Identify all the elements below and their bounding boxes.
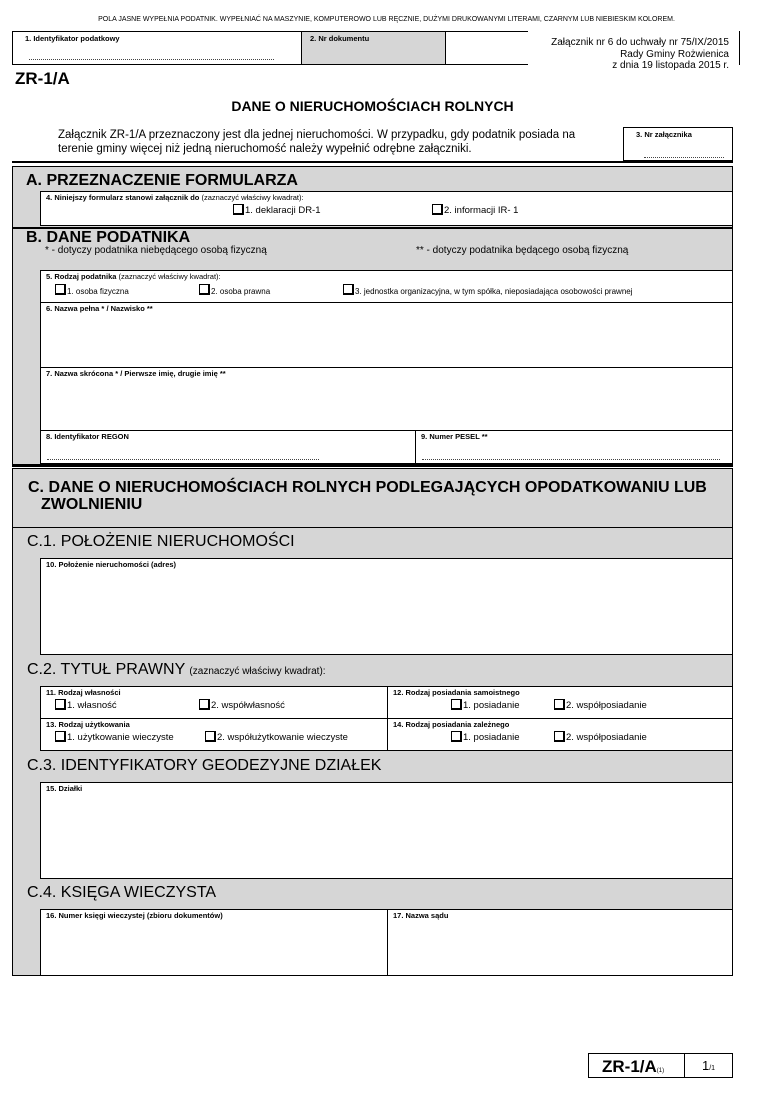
field-10-location[interactable] — [40, 558, 733, 655]
field-16-land-register[interactable] — [40, 909, 388, 976]
field-13-usage — [40, 718, 388, 751]
section-b-title: B. DANE PODATNIKA — [26, 229, 191, 246]
checkbox-icon[interactable] — [554, 699, 565, 710]
c3-title: C.3. IDENTYFIKATORY GEODEZYJNE DZIAŁEK — [27, 757, 382, 774]
section-separator — [12, 465, 733, 467]
annex-info — [551, 37, 729, 72]
field-17-label: 17. Nazwa sądu — [393, 911, 449, 920]
header-rule-bottom — [445, 64, 528, 65]
field-11-ownership — [40, 686, 388, 719]
c4-title: C.4. KSIĘGA WIECZYSTA — [27, 884, 217, 901]
option-co-ownership[interactable] — [199, 700, 285, 711]
checkbox-icon[interactable] — [55, 284, 66, 295]
intro-text — [58, 128, 575, 156]
field-8-dotline — [47, 459, 319, 460]
option-legal-person-label: 2. osoba prawna — [211, 287, 271, 296]
header-divider — [739, 31, 740, 65]
option-perpetual-usufruct[interactable] — [55, 732, 174, 743]
c1-top-rule — [12, 527, 733, 528]
option-legal-person[interactable] — [199, 285, 270, 296]
field-11-label: 11. Rodzaj własności — [46, 688, 121, 697]
field-5-label-text: 5. Rodzaj podatnika — [46, 272, 117, 281]
page-current: 1 — [702, 1058, 710, 1073]
checkbox-icon[interactable] — [451, 731, 462, 742]
field-5-hint: (zaznaczyć właściwy kwadrat): — [118, 272, 221, 281]
option-possession-14[interactable] — [451, 732, 520, 743]
option-org-unit[interactable] — [343, 285, 633, 296]
checkbox-icon[interactable] — [199, 284, 210, 295]
page-total: /1 — [709, 1065, 716, 1072]
checkbox-icon[interactable] — [55, 731, 66, 742]
intro-line-1: Załącznik ZR-1/A przeznaczony jest dla jednej nieruchomości. W przypadku, gdy podatnik posiada na — [58, 129, 576, 141]
option-possession-12[interactable] — [451, 700, 520, 711]
field-1-dotline — [29, 59, 274, 60]
page-number — [702, 1058, 715, 1073]
form-title: DANE O NIERUCHOMOŚCIACH ROLNYCH — [231, 98, 514, 114]
option-declaration-dr1-label: 1. deklaracji DR-1 — [245, 205, 321, 216]
field-9-dotline — [422, 459, 720, 460]
intro-line-2: terenie gminy więcej niż jedną nieruchomość należy wypełnić odrębne załączniki. — [58, 143, 472, 155]
checkbox-icon[interactable] — [199, 699, 210, 710]
field-6-label: 6. Nazwa pełna * / Nazwisko ** — [46, 304, 153, 313]
footer-page-number — [684, 1053, 733, 1078]
field-5-label — [46, 272, 221, 281]
footer-code — [602, 1057, 664, 1077]
c2-title — [27, 661, 326, 679]
footer-code-text: ZR-1/A — [602, 1057, 657, 1076]
option-co-perpetual-usufruct[interactable] — [205, 732, 348, 743]
option-information-ir1-label: 2. informacji IR- 1 — [444, 205, 519, 216]
checkbox-icon[interactable] — [343, 284, 354, 295]
instruction-note: POLA JASNE WYPEŁNIA PODATNIK. WYPEŁNIAĆ NA MASZYNIE, KOMPUTEROWO LUB RĘCZNIE, DUŻYMI DRUKOWANYMI LITERAMI, CZARNYM LUB NIEBIESKIM KOLOREM. — [98, 16, 675, 23]
form-code: ZR-1/A — [15, 69, 70, 88]
c2-hint: (zaznaczyć właściwy kwadrat): — [189, 666, 326, 677]
field-14-dependent-possession — [387, 718, 733, 751]
option-co-ownership-label: 2. współwłasność — [211, 700, 285, 711]
option-perpetual-usufruct-label: 1. użytkowanie wieczyste — [67, 732, 174, 743]
field-1-label: 1. Identyfikator podatkowy — [25, 34, 120, 43]
option-org-unit-label: 3. jednostka organizacyjna, w tym spółka, nieposiadająca osobowości prawnej — [355, 287, 633, 296]
note-non-natural-person: * - dotyczy podatnika niebędącego osobą fizyczną — [45, 245, 267, 256]
c1-title: C.1. POŁOŻENIE NIERUCHOMOŚCI — [27, 533, 295, 550]
field-6-full-name[interactable] — [40, 302, 733, 368]
field-16-label: 16. Numer księgi wieczystej (zbioru dokumentów) — [46, 911, 223, 920]
option-information-ir1[interactable] — [432, 205, 518, 216]
option-ownership-label: 1. własność — [67, 700, 117, 711]
field-9-label: 9. Numer PESEL ** — [421, 432, 488, 441]
header-separator — [12, 161, 733, 163]
checkbox-icon[interactable] — [554, 731, 565, 742]
field-2-label: 2. Nr dokumentu — [310, 34, 370, 43]
footer-code-sub: (1) — [656, 1068, 665, 1074]
option-possession-14-label: 1. posiadanie — [463, 732, 520, 743]
field-17-court-name[interactable] — [387, 909, 733, 976]
section-a-title: A. PRZEZNACZENIE FORMULARZA — [26, 172, 298, 189]
field-8-regon[interactable] — [40, 430, 416, 464]
annex-line-3: z dnia 19 listopada 2015 r. — [612, 60, 729, 71]
section-c-title — [28, 479, 707, 513]
option-declaration-dr1[interactable] — [233, 205, 321, 216]
field-9-pesel[interactable] — [415, 430, 733, 464]
c2-title-text: C.2. TYTUŁ PRAWNY — [27, 661, 185, 678]
field-4-label — [46, 193, 304, 202]
checkbox-icon[interactable] — [55, 699, 66, 710]
field-4-label-text: 4. Niniejszy formularz stanowi załącznik do — [46, 193, 200, 202]
section-c-title-line-2: ZWOLNIENIU — [41, 496, 143, 513]
field-4-hint: (zaznaczyć właściwy kwadrat): — [201, 193, 304, 202]
header-rule — [445, 31, 528, 32]
annex-line-1: Załącznik nr 6 do uchwały nr 75/IX/2015 — [551, 37, 729, 48]
field-15-label: 15. Działki — [46, 784, 83, 793]
note-natural-person: ** - dotyczy podatnika będącego osobą fizyczną — [416, 245, 629, 256]
field-5 — [40, 270, 733, 303]
field-1-tax-id[interactable] — [12, 31, 302, 65]
checkbox-icon[interactable] — [233, 204, 244, 215]
field-14-label: 14. Rodzaj posiadania zależnego — [393, 720, 510, 729]
option-co-possession-12[interactable] — [554, 700, 647, 711]
field-2-doc-number — [301, 31, 446, 65]
field-10-label: 10. Położenie nieruchomości (adres) — [46, 560, 177, 569]
checkbox-icon[interactable] — [205, 731, 216, 742]
field-7-short-name[interactable] — [40, 367, 733, 431]
field-3-label: 3. Nr załącznika — [636, 130, 692, 139]
field-7-label: 7. Nazwa skrócona * / Pierwsze imię, drugie imię ** — [46, 369, 226, 378]
option-natural-person-label: 1. osoba fizyczna — [67, 287, 129, 296]
checkbox-icon[interactable] — [432, 204, 443, 215]
option-co-possession-12-label: 2. współposiadanie — [566, 700, 647, 711]
checkbox-icon[interactable] — [451, 699, 462, 710]
footer-form-code — [588, 1053, 685, 1078]
field-3-dotline — [644, 157, 724, 158]
option-co-perpetual-usufruct-label: 2. współużytkowanie wieczyste — [217, 732, 348, 743]
option-co-possession-14-label: 2. współposiadanie — [566, 732, 647, 743]
field-12-label: 12. Rodzaj posiadania samoistnego — [393, 688, 520, 697]
field-12-independent-possession — [387, 686, 733, 719]
option-ownership[interactable] — [55, 700, 117, 711]
annex-line-2: Rady Gminy Rożwienica — [620, 48, 729, 60]
section-c-title-line-1: C. DANE O NIERUCHOMOŚCIACH ROLNYCH PODLEGAJĄCYCH OPODATKOWANIU LUB — [28, 479, 707, 496]
option-possession-12-label: 1. posiadanie — [463, 700, 520, 711]
field-4 — [40, 191, 733, 226]
field-13-label: 13. Rodzaj użytkowania — [46, 720, 130, 729]
field-3-attachment-number[interactable] — [623, 127, 733, 161]
field-15-plots[interactable] — [40, 782, 733, 879]
option-natural-person[interactable] — [55, 285, 129, 296]
option-co-possession-14[interactable] — [554, 732, 647, 743]
field-8-label: 8. Identyfikator REGON — [46, 432, 129, 441]
